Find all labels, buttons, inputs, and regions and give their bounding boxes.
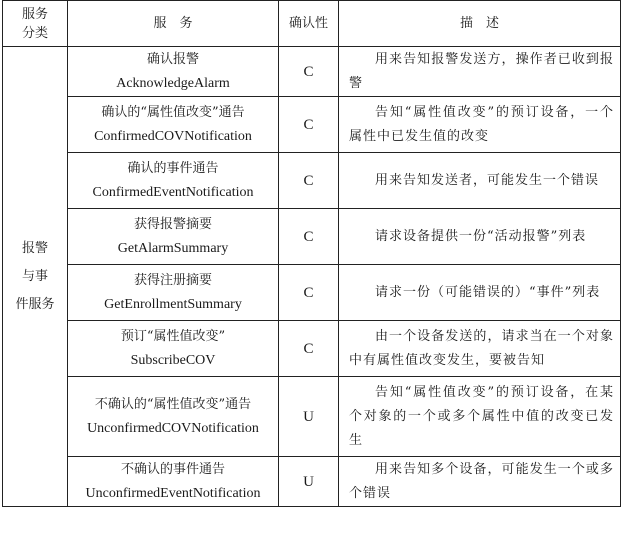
header-category-line-1: 服务	[21, 6, 48, 22]
table-row	[3, 321, 621, 377]
service-cell	[68, 97, 279, 153]
service-cell	[68, 47, 279, 97]
table-row	[3, 47, 621, 97]
description-cell	[339, 97, 621, 153]
service-cell	[68, 265, 279, 321]
description-cell	[339, 457, 621, 507]
header-category-line-2: 分类	[21, 25, 48, 41]
service-name-cn: 不确认的事件通告	[120, 461, 225, 477]
description-text: 由一个设备发送的，请求当在一个对象中有属性值改变发生，要被告知	[349, 328, 614, 368]
description-cell	[339, 265, 621, 321]
service-name-cn: 预订“属性值改变”	[120, 328, 226, 344]
table-row	[3, 457, 621, 507]
service-name-cn: 确认报警	[146, 51, 199, 67]
table-row	[3, 97, 621, 153]
description-text: 用来告知发送者，可能发生一个错误	[375, 172, 600, 188]
confirm-type-cell: C	[279, 153, 339, 209]
description-cell	[339, 321, 621, 377]
service-cell	[68, 153, 279, 209]
service-cell	[68, 457, 279, 507]
confirm-type-cell: C	[279, 97, 339, 153]
service-name-cn: 不确认的“属性值改变”通告	[94, 396, 252, 412]
table-body	[3, 47, 621, 507]
service-name-en: UnconfirmedCOVNotification	[87, 420, 259, 436]
confirm-type-cell: U	[279, 377, 339, 457]
service-name-en: GetAlarmSummary	[117, 240, 229, 256]
category-line: 件服务	[15, 296, 55, 312]
description-text: 请求设备提供一份“活动报警”列表	[375, 228, 587, 244]
description-cell	[339, 209, 621, 265]
table-row	[3, 265, 621, 321]
confirm-type-cell: C	[279, 321, 339, 377]
service-name-cn: 获得报警摘要	[133, 216, 212, 232]
header-service: 服 务	[68, 1, 279, 47]
table-row	[3, 377, 621, 457]
description-cell	[339, 153, 621, 209]
service-name-cn: 确认的事件通告	[127, 160, 219, 176]
service-name-en: GetEnrollmentSummary	[104, 296, 242, 312]
confirm-type-cell: C	[279, 209, 339, 265]
service-cell	[68, 209, 279, 265]
confirm-type-cell: U	[279, 457, 339, 507]
service-name-en: ConfirmedEventNotification	[92, 184, 254, 200]
service-name-en: ConfirmedCOVNotification	[94, 128, 252, 144]
description-cell	[339, 377, 621, 457]
table-row	[3, 153, 621, 209]
header-category	[3, 1, 68, 47]
category-line: 报警	[21, 240, 48, 256]
description-text: 告知“属性值改变”的预订设备，在某个对象的一个或多个属性中值的改变已发生	[349, 384, 614, 448]
description-text: 请求一份（可能错误的）“事件”列表	[375, 284, 601, 300]
service-name-en: SubscribeCOV	[130, 352, 216, 368]
description-text: 用来告知报警发送方，操作者已收到报警	[349, 51, 614, 91]
header-row	[3, 1, 621, 47]
table-row	[3, 209, 621, 265]
service-cell	[68, 377, 279, 457]
header-confirm: 确认性	[279, 1, 339, 47]
category-cell	[3, 47, 68, 507]
service-name-en: AcknowledgeAlarm	[116, 75, 230, 91]
service-name-en: UnconfirmedEventNotification	[85, 485, 261, 501]
confirm-type-cell: C	[279, 47, 339, 97]
category-line: 与事	[21, 268, 48, 284]
alarm-event-services-table	[2, 0, 621, 507]
description-text: 用来告知多个设备，可能发生一个或多个错误	[349, 461, 614, 501]
service-name-cn: 获得注册摘要	[133, 272, 212, 288]
confirm-type-cell: C	[279, 265, 339, 321]
description-cell	[339, 47, 621, 97]
description-text: 告知“属性值改变”的预订设备，一个属性中已发生值的改变	[349, 104, 614, 144]
header-description: 描 述	[339, 1, 621, 47]
service-cell	[68, 321, 279, 377]
service-name-cn: 确认的“属性值改变”通告	[101, 104, 245, 120]
